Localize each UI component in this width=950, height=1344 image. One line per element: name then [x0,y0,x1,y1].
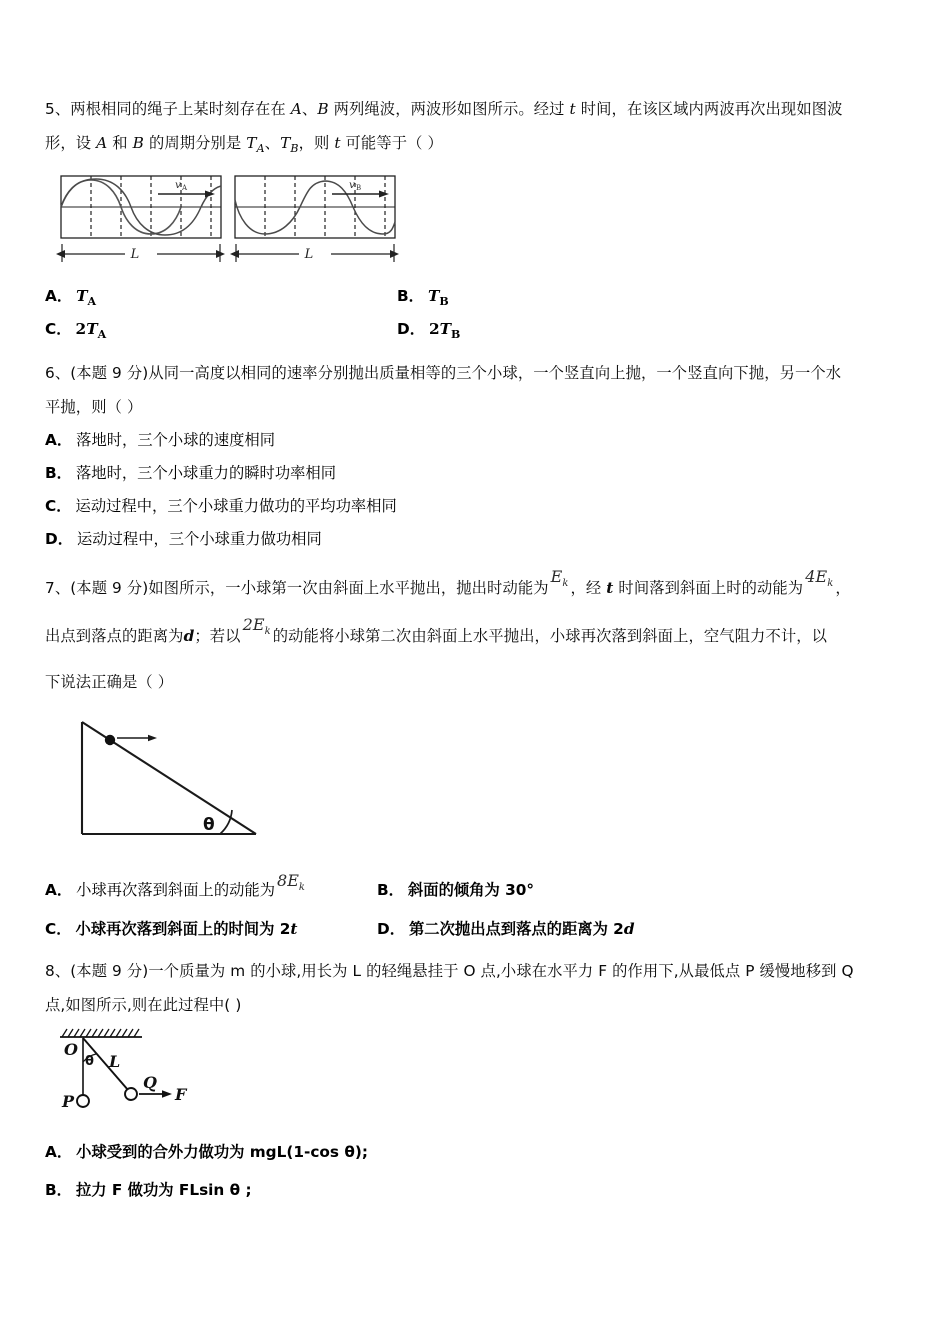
q5-option-C-letter: C． [45,320,72,338]
q7-option-B-letter: B． [377,881,404,899]
wave-a-velocity-label: v [175,179,181,191]
q5-option-C-sub: A [97,328,107,342]
q6-option-C[interactable] [45,490,913,523]
q5-symbol-B: B [317,100,329,118]
q8-option-B-text: 拉力 F 做功为 FLsin θ ; [75,1181,252,1199]
q7-incline-figure [60,710,913,870]
q5-option-D-symbol: T [439,320,452,338]
q5-symbol-TA-sub: A [256,142,265,156]
q7-option-C-text: 小球再次落到斜面上的时间为 2 [75,920,291,938]
q5-option-row-1 [45,280,913,313]
q5-symbol-B2: B [132,134,144,152]
q5-option-D-sub: B [451,328,461,342]
q5-symbol-TA: T [246,134,257,152]
q7-stem1-text-a: 7、(本题 9 分)如图所示，一小球第一次由斜面上水平抛出，抛出时动能为 [45,579,549,597]
q5-option-row-2 [45,313,913,346]
q6-option-A[interactable] [45,424,913,457]
q5-symbol-TB-sub: B [290,142,299,156]
q8-pendulum-figure [50,1024,913,1119]
q5-stem2-text-a: 形，设 [45,134,97,152]
q6-option-B-letter: B． [45,464,72,482]
q7-option-A[interactable] [45,870,377,910]
q5-stem2-text-e: ，则 [298,134,335,152]
q7-formula-2Ek [241,615,273,638]
wave-box-a [56,176,225,262]
q7-option-C-letter: C． [45,920,72,938]
q5-stem-line-2 [45,126,913,160]
rope-length-label-L: L [109,1052,121,1071]
q7-symbol-t: t [606,579,614,597]
q7-stem-line-2 [45,610,913,662]
q6-stem-line-1: 6、(本题 9 分)从同一高度以相同的速率分别抛出质量相等的三个小球，一个竖直向上抛，一个竖直向下抛，另一个水 [45,364,842,382]
q5-stem-text-c: 两列绳波，两波形如图所示。经过 [328,100,570,118]
q5-option-B-symbol: T [427,287,440,305]
q6-stem-line-2: 平抛，则（ ） [45,398,143,416]
q7-option-A-formula [275,861,307,901]
q6-option-C-letter: C． [45,497,72,515]
q5-stem2-text-c: 的周期分别是 [143,134,247,152]
q8-options [45,1133,913,1209]
q5-symbol-t2: t [334,134,341,152]
q7-stem1-text-c: 时间落到斜面上时的动能为 [613,579,804,597]
q5-option-D-letter: D． [397,320,425,338]
q5-stem2-text-d: 、 [264,134,281,152]
question-7 [45,566,913,948]
q7-formula-4Ek-sub: k [827,578,834,590]
q7-symbol-d: d [183,627,195,645]
point-label-P: P [62,1092,75,1111]
velocity-arrow-head [148,735,157,741]
q6-options [45,424,913,556]
point-label-Q: Q [143,1073,157,1092]
q7-stem-line-3: 下说法正确是（ ） [45,673,174,691]
q5-option-B-sub: B [439,295,449,309]
q6-option-B-text: 落地时，三个小球重力的瞬时功率相同 [75,464,337,482]
q8-option-A-letter: A． [45,1143,73,1161]
q6-option-A-letter: A． [45,431,73,449]
q6-option-D-text: 运动过程中，三个小球重力做功相同 [77,530,322,548]
q5-option-C[interactable] [45,313,397,346]
q5-option-D[interactable] [397,313,460,346]
q8-option-A[interactable] [45,1133,913,1171]
ceiling-hatching [62,1029,139,1037]
ball-on-incline [105,735,115,745]
ball-at-P [77,1095,89,1107]
q5-symbol-TB: T [280,134,291,152]
q7-formula-4Ek [803,567,835,590]
q5-option-D-prefix: 2 [429,320,440,338]
wave-box-b [230,176,399,262]
q7-stem1-text-b: ，经 [570,579,607,597]
q8-option-B[interactable] [45,1171,913,1209]
q5-option-A-letter: A． [45,287,73,305]
q8-option-B-letter: B． [45,1181,72,1199]
q5-symbol-t: t [569,100,576,118]
q7-stem2-text-a: 出点到落点的距离为 [45,627,184,645]
q5-symbol-A: A [290,100,302,118]
question-6 [45,356,913,556]
q7-options [45,870,913,948]
q5-wave-figure [53,170,913,280]
question-8 [45,954,913,1209]
q5-option-A-symbol: T [76,287,88,305]
q7-option-B[interactable] [377,870,534,910]
q5-option-A-sub: A [87,295,97,309]
q7-option-A-formula-base: 8E [277,871,299,890]
q7-option-A-text: 小球再次落到斜面上的动能为 [76,881,276,899]
q5-symbol-A2: A [96,134,108,152]
question-5 [45,92,913,346]
q7-option-A-formula-sub: k [298,882,305,894]
q7-option-C[interactable] [45,910,377,948]
q6-option-C-text: 运动过程中，三个小球重力做功的平均功率相同 [75,497,397,515]
q6-option-D[interactable] [45,523,913,556]
wave-b-velocity-label: v [349,179,355,191]
pendulum-angle-label: θ [85,1054,94,1069]
q7-option-D-text: 第二次抛出点到落点的距离为 2 [409,920,624,938]
wave-a-length-label: L [130,247,140,262]
q7-option-C-symbol: t [290,920,298,938]
q7-option-D-symbol: d [623,920,635,938]
q6-option-D-letter: D． [45,530,73,548]
wave-diagram-svg [53,170,403,275]
q5-option-C-prefix: 2 [75,320,87,338]
q5-option-A[interactable] [45,280,397,313]
q7-stem1-text-d: ， [835,579,851,597]
q5-option-C-symbol: T [86,320,98,338]
q7-formula-2Ek-sub: k [264,626,271,638]
pivot-label-O: O [64,1040,78,1059]
incline-diagram-svg [60,710,290,860]
q7-option-row-1 [45,870,913,910]
q5-stem2-text-b: 和 [107,134,133,152]
q7-option-row-2 [45,910,913,948]
force-arrow-head [162,1090,172,1098]
q7-formula-Ek-sub: k [562,578,569,590]
q7-option-B-text: 斜面的倾角为 30° [407,881,535,899]
q5-option-B[interactable] [397,280,449,313]
q7-formula-Ek-base: E [550,567,563,586]
q6-option-B[interactable] [45,457,913,490]
q5-stem2-text-f: 可能等于（ ） [340,134,443,152]
q5-stem-text-b: 、 [301,100,318,118]
force-label-F: F [175,1085,187,1104]
q7-option-D[interactable] [377,910,635,948]
page-content [45,92,913,1209]
ball-at-Q [125,1088,137,1100]
wave-b-velocity-sub: B [356,184,362,192]
q7-option-A-letter: A． [45,881,73,899]
q7-formula-Ek [549,567,571,590]
q5-option-B-letter: B． [397,287,424,305]
q8-option-A-text: 小球受到的合外力做功为 mgL(1-cos θ); [76,1143,368,1161]
q7-option-D-letter: D． [377,920,405,938]
q6-option-A-text: 落地时，三个小球的速度相同 [76,431,276,449]
wave-a-velocity-sub: A [182,184,188,192]
q5-options [45,280,913,346]
q7-stem2-text-b: ；若以 [194,627,241,645]
incline-angle-label: θ [203,815,215,835]
q8-stem-line-1: 8、(本题 9 分)一个质量为 m 的小球,用长为 L 的轻绳悬挂于 O 点,小球在水平力 F 的作用下,从最低点 P 缓慢地移到 Q [45,962,854,980]
wave-b-length-label: L [304,247,314,262]
q7-stem-line-1 [45,566,913,610]
q7-stem2-text-c: 的动能将小球第二次由斜面上水平抛出，小球再次落到斜面上，空气阻力不计，以 [272,627,828,645]
q5-stem-text-a: 5、两根相同的绳子上某时刻存在在 [45,100,291,118]
q5-stem-text-d: 时间，在该区域内两波再次出现如图波 [575,100,843,118]
q7-formula-2Ek-base: 2E [242,615,265,634]
q7-formula-4Ek-base: 4E [805,567,828,586]
q8-stem-line-2: 点,如图所示,则在此过程中( ) [45,996,242,1014]
pendulum-diagram-svg [50,1024,235,1116]
q5-stem-line-1 [45,92,913,126]
